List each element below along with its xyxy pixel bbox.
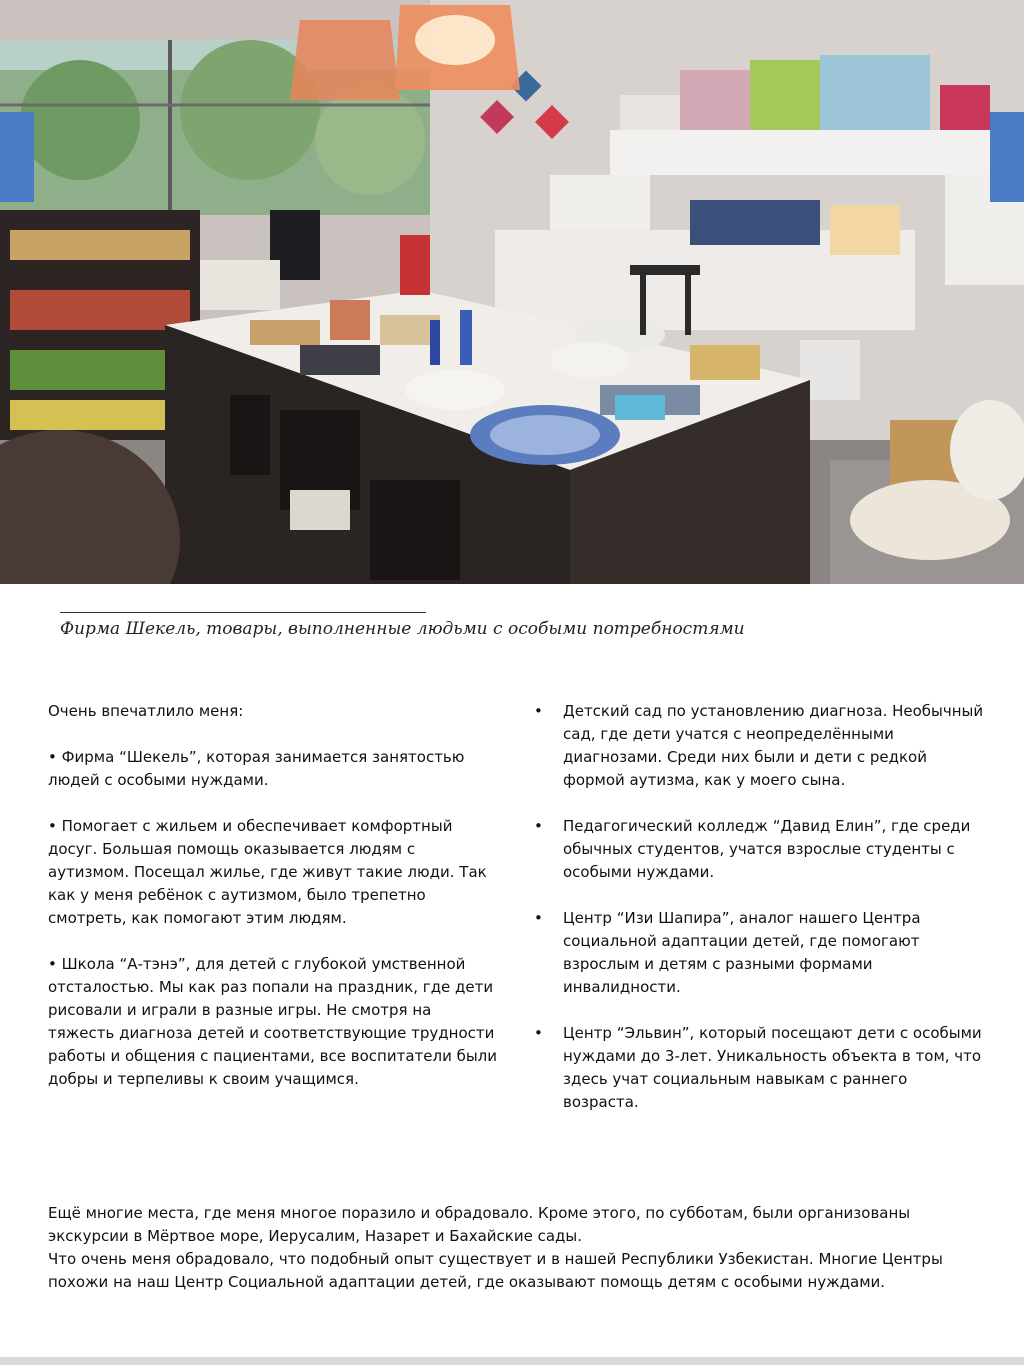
footer-bar	[0, 1357, 1024, 1365]
list-item	[534, 700, 984, 792]
list-item-text: Центр “Изи Шапира”, аналог нашего Центра социальной адаптации детей, где помогают взрослым и детям с разными формами инвалидности.	[563, 909, 921, 996]
left-paragraph: • Школа “А-тэнэ”, для детей с глубокой умственной отсталостью. Мы как раз попали на праздник, где дети рисовали и играли в разные игры. Не смотря на тяжесть диагноза детей и соответствующие трудности работы и общения с пациентами, все воспитатели были добры и терпеливы к своим учащимся.	[48, 955, 498, 1088]
bullet-icon: •	[534, 1024, 543, 1042]
left-column	[48, 700, 498, 1114]
bullet-icon: •	[534, 702, 543, 720]
left-paragraph: • Помогает с жильем и обеспечивает комфортный досуг. Большая помощь оказывается людям с аутизмом. Посещал жилье, где живут такие люди. Так как у меня ребёнок с аутизмом, было трепетно смотреть, как помогают этим людям.	[48, 817, 487, 927]
list-item-text: Детский сад по установлению диагноза. Необычный сад, где дети учатся с неопределёнными диагнозами. Среди них были и дети с редкой формой аутизма, как у моего сына.	[563, 702, 984, 789]
list-item	[534, 1022, 984, 1114]
list-item-text: Педагогический колледж “Давид Елин”, где среди обычных студентов, учатся взрослые студенты с особыми нуждами.	[563, 817, 971, 881]
closing-text	[48, 1202, 988, 1294]
list-item	[534, 815, 984, 884]
left-paragraph: • Фирма “Шекель”, которая занимается занятостью людей с особыми нуждами.	[48, 748, 465, 789]
list-item-text: Центр “Эльвин”, который посещают дети с особыми нуждами до 3-лет. Уникальность объекта в том, что здесь учат социальным навыкам с раннего возраста.	[563, 1024, 982, 1111]
right-tab-marker	[990, 112, 1024, 202]
bullet-icon: •	[534, 909, 543, 927]
caption-rule	[60, 612, 426, 613]
right-column	[534, 700, 984, 1137]
left-intro: Очень впечатлило меня:	[48, 702, 244, 720]
closing-paragraph: Что очень меня обрадовало, что подобный опыт существует и в нашей Республики Узбекистан. Многие Центры похожи на наш Центр Социальной адаптации детей, где оказывают помощь детям с особыми нуждами.	[48, 1250, 943, 1291]
photo-caption: Фирма Шекель, товары, выполненные людьми с особыми потребностями	[60, 619, 745, 639]
shop-photo	[0, 0, 1024, 584]
shop-photo-illustration	[0, 0, 1024, 584]
left-tab-marker	[0, 112, 34, 202]
bullet-icon: •	[534, 817, 543, 835]
closing-paragraph: Ещё многие места, где меня многое поразило и обрадовало. Кроме этого, по субботам, были организованы экскурсии в Мёртвое море, Иерусалим, Назарет и Бахайские сады.	[48, 1204, 911, 1245]
list-item	[534, 907, 984, 999]
